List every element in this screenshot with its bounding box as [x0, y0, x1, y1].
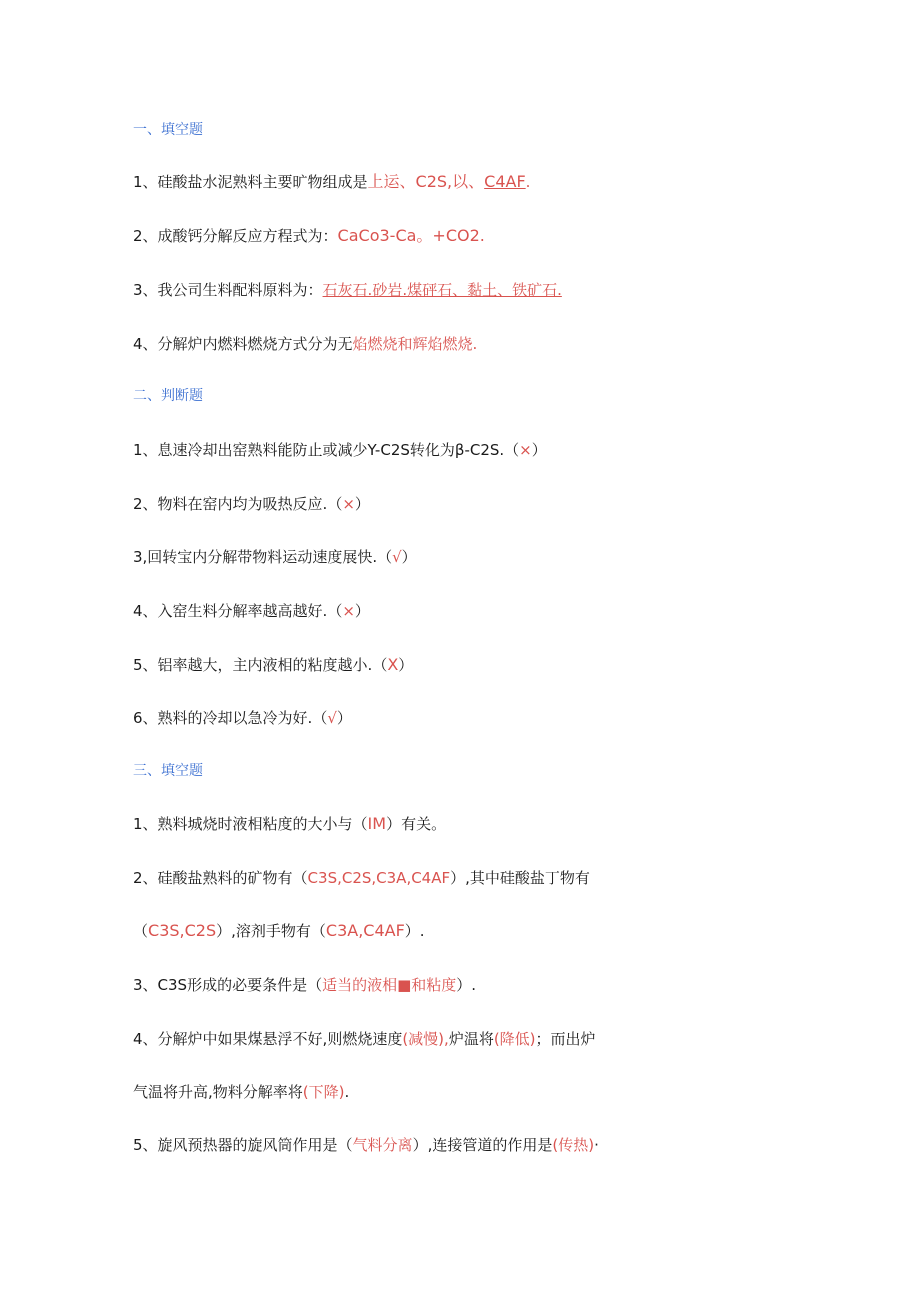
answer-text: (降低)	[493, 1030, 536, 1048]
answer-text: 焰燃烧和辉焰燃烧.	[352, 335, 478, 353]
s2-question-4	[133, 601, 370, 621]
question-end: ）	[354, 602, 370, 620]
question-text: 2、成酸钙分解反应方程式为：	[133, 227, 338, 245]
question-end: ）.	[404, 922, 425, 940]
s1-question-1	[133, 172, 530, 192]
s1-question-3	[133, 280, 562, 300]
answer-text: C4AF	[484, 172, 526, 191]
s3-question-5	[133, 1135, 599, 1155]
section3-heading: 三、填空题	[133, 763, 203, 779]
answer-mark: ×	[342, 495, 355, 513]
section2-heading: 二、判断题	[133, 388, 203, 404]
question-text: 3、C3S形成的必要条件是（	[133, 976, 323, 994]
s3-question-3	[133, 975, 476, 995]
question-end: ；而出炉	[535, 1030, 596, 1048]
question-end: .	[344, 1083, 350, 1101]
question-text: 5、旋风预热器的旋风筒作用是（	[133, 1136, 353, 1154]
question-end: ）有关。	[386, 815, 447, 833]
question-end: .	[525, 173, 531, 191]
answer-mark: √	[327, 709, 337, 727]
answer-text: IM	[367, 814, 387, 833]
question-text: 2、硅酸盐熟料的矿物有（	[133, 869, 308, 887]
answer-text: 石灰石.砂岩.煤砰石、黏土、铁矿石.	[322, 281, 562, 299]
s1-question-4	[133, 334, 477, 354]
answer-mark: √	[392, 548, 402, 566]
question-end: ）	[336, 709, 352, 727]
s3-question-4-line1	[133, 1029, 596, 1049]
question-text: ）,其中硅酸盐丁物有	[450, 869, 590, 887]
question-end: ·	[594, 1136, 599, 1154]
answer-text: C3A,C4AF	[325, 921, 405, 940]
question-text: 4、入窑生料分解率越高越好.（	[133, 602, 343, 620]
s2-question-5	[133, 655, 413, 675]
question-end: ）	[398, 656, 414, 674]
s3-question-4-line2	[133, 1082, 349, 1102]
s3-question-2-line2	[133, 921, 425, 941]
question-end: ）	[401, 548, 417, 566]
s1-question-2	[133, 226, 485, 246]
question-end: ）	[531, 441, 547, 459]
answer-text: 上运、C2S,以、	[367, 172, 485, 191]
s3-question-1	[133, 814, 446, 834]
answer-text: (传热)	[552, 1136, 595, 1154]
answer-text: 适当的液相■和粘度	[322, 976, 457, 994]
question-text: 3,回转宝内分解带物料运动速度展快.（	[133, 548, 393, 566]
answer-text: (下降)	[302, 1083, 345, 1101]
question-text: ）,连接管道的作用是	[412, 1136, 553, 1154]
answer-mark: X	[387, 655, 399, 674]
question-text: （	[133, 922, 149, 940]
section1-heading: 一、填空题	[133, 122, 203, 138]
answer-text: (减慢),	[402, 1030, 449, 1048]
question-text: 1、硅酸盐水泥熟料主要旷物组成是	[133, 173, 368, 191]
s3-question-2-line1	[133, 868, 590, 888]
question-text: ）,溶剂手物有（	[216, 922, 326, 940]
answer-text: CaCo3-Ca。+CO2.	[337, 226, 485, 245]
answer-text: 气料分离	[352, 1136, 413, 1154]
answer-mark: ×	[342, 602, 355, 620]
answer-text: C3S,C2S,C3A,C4AF	[307, 869, 451, 887]
question-end: ）.	[456, 976, 477, 994]
answer-text: C3S,C2S	[148, 921, 217, 940]
s2-question-3	[133, 547, 417, 567]
question-text: 3、我公司生料配料原料为：	[133, 281, 323, 299]
question-text: 5、铝率越大，主内液相的粘度越小.（	[133, 656, 388, 674]
question-text: 1、熟料城烧时液相粘度的大小与（	[133, 815, 368, 833]
answer-mark: ×	[519, 441, 532, 459]
s2-question-2	[133, 494, 370, 514]
question-end: ）	[354, 495, 370, 513]
s2-question-6	[133, 708, 352, 728]
question-text: 2、物料在窑内均为吸热反应.（	[133, 495, 343, 513]
question-text: 炉温将	[448, 1030, 494, 1048]
question-text: 6、熟料的冷却以急冷为好.（	[133, 709, 328, 727]
question-text: 4、分解炉内燃料燃烧方式分为无	[133, 335, 353, 353]
question-text: 4、分解炉中如果煤悬浮不好,则燃烧速度	[133, 1030, 403, 1048]
question-text: 1、息速冷却出窑熟料能防止或减少Y-C2S转化为β-C2S.（	[133, 441, 520, 459]
s2-question-1	[133, 440, 547, 460]
question-text: 气温将升高,物料分解率将	[133, 1083, 303, 1101]
